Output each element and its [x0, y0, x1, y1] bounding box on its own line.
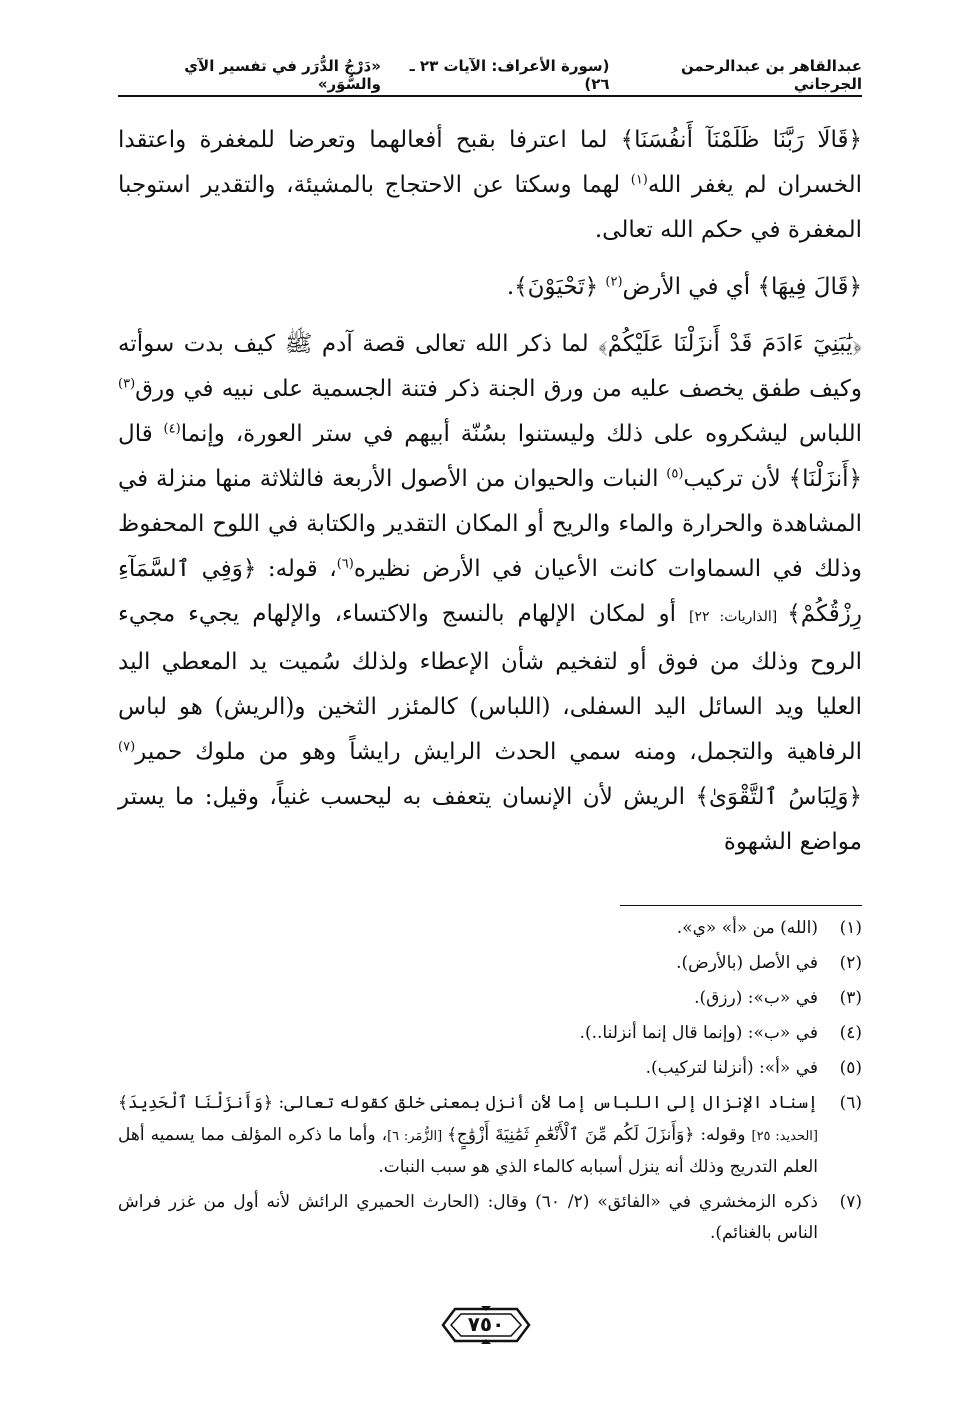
header-surah-range: (سورة الأعراف: الآيات ٢٣ ـ ٢٦): [409, 57, 610, 93]
footnote-marker: (٧): [118, 739, 136, 755]
header-divider: [118, 95, 862, 97]
footnote-text: (الله) من «أ» «ي».: [676, 918, 818, 938]
footnote-text: في «ب»: (رزق).: [694, 988, 818, 1008]
footnote-number: (٣): [839, 988, 862, 1008]
footnote-divider: [620, 905, 862, 906]
page-number: ٧٥٠: [467, 1312, 505, 1336]
quran-verse: ﴿قَالَ فِيهَا﴾: [757, 274, 862, 300]
footnote-text: في «أ»: (أنزلنا لتركيب).: [645, 1058, 818, 1078]
footnote-number: (٦): [839, 1093, 862, 1113]
verse-reference: [الذاريات: ٢٢]: [688, 609, 788, 625]
footnote-text: ذكره الزمخشري في «الفائق» (٢/ ٦٠) وقال: (الحارث الحميري الرائش لأنه أول من غزر فراش الناس بالغنائم).: [118, 1192, 818, 1243]
quran-verse: ﴿وَأَنزَلَ لَكُم مِّنَ ٱلْأَنْعَٰمِ ثَمَٰنِيَةَ أَزْوَٰجٍ﴾: [446, 1125, 695, 1145]
quran-verse: ﴿أَنزَلْنَا﴾: [788, 466, 862, 492]
footnotes: [118, 913, 862, 1253]
footnote-marker: (٤): [163, 421, 181, 437]
footnote-marker: (٢): [605, 274, 623, 290]
footnote-text: في الأصل (بالأرض).: [676, 953, 818, 973]
footnote-marker: (٦): [336, 556, 354, 572]
quran-verse: ﴿يَٰبَنِيٓ ءَادَمَ قَدْ أَنزَلْنَا عَلَيْكُمْ﴾: [598, 331, 862, 357]
footnote-number: (٢): [839, 953, 862, 973]
header-book-title: «دَرْجُ الدُّرَر في تفسير الآي والسُّوَر»: [184, 57, 381, 93]
footnote-item: [118, 1018, 862, 1049]
paragraph-3: ﴿يَٰبَنِيٓ ءَادَمَ قَدْ أَنزَلْنَا عَلَيْكُمْ﴾ لما ذكر الله تعالى قصة آدم ﷺ كيف بدت سوأته وكيف طفق يخصف عليه من ورق الجنة ذكر فتنة الجسمية على نبيه في ورق$^{(٣)}$ اللباس ليشكروه على ذلك وليستنوا بسُنّة أبيهم في ستر العورة، وإنما$^{(٤)}$ قال ﴿أَنزَلْنَا﴾ لأن تركيب$^{(٥)}$ النبات والحيوان من الأصول الأربعة فالثلاثة منها منزلة في المشاهدة والحرارة والماء والريح أو المكان التقدير والكتابة في اللوح المحفوظ وذلك في السماوات كانت الأعيان في الأرض نظيره$^{(٦)}$، قوله: ﴿وَفِي ٱلسَّمَآءِ رِزْقُكُمْ﴾ [الذاريات: ٢٢] أو لمكان الإلهام بالنسج والاكتساء، والإلهام يجيء مجيء الروح وذلك من فوق أو لتفخيم شأن الإعطاء ولذلك سُميت يد المعطي اليد العليا ويد السائل اليد السفلى، (اللباس) كالمئزر الثخين و(الريش) هو لباس الرفاهية والتجمل، ومنه سمي الحدث الرايش رايشاً وهو من ملوك حمير$^{(٧)}$ ﴿وَلِبَاسُ ٱلتَّقْوَىٰ﴾ الريش لأن الإنسان يتعفف به ليحسب غنياً، وقيل: ما يستر مواضع الشهوة: [118, 331, 862, 855]
footnote-item: [118, 1053, 862, 1084]
footnote-number: (١): [839, 918, 862, 938]
quran-verse: ﴿تَحْيَوْنَ﴾: [514, 274, 606, 300]
footnote-item: [118, 913, 862, 944]
footnote-marker: (٣): [118, 376, 136, 392]
footnote-marker: (٥): [666, 466, 684, 482]
footnote-item: [118, 948, 862, 979]
footnote-marker: (١): [630, 172, 648, 188]
quran-verse: ﴿وَلِبَاسُ ٱلتَّقْوَىٰ﴾: [695, 784, 862, 810]
footnote-text: في «ب»: (وإنما قال إنما أنزلنا..).: [579, 1023, 818, 1043]
footnote-item: [118, 1187, 862, 1249]
footnote-item: [118, 1088, 862, 1183]
paragraph-1: ﴿قَالَا رَبَّنَا ظَلَمْنَآ أَنفُسَنَا﴾ لما اعترفا بقبح أفعالهما وتعرضا للمغفرة واعتقدا الخسران لم يغفر الله$^{(١)}$ لهما وسكتا عن الاحتجاج بالمشيئة، والتقدير استوجبا المغفرة في حكم الله تعالى.: [118, 127, 862, 243]
verse-reference: [الحديد: ٢٥]: [751, 1129, 818, 1144]
footnote-number: (٥): [839, 1058, 862, 1078]
verse-reference: [الزُّمَر: ٦]: [387, 1129, 447, 1144]
header-author: عبدالقاهر بن عبدالرحمن الجرجاني: [680, 57, 862, 93]
paragraph-2: ﴿قَالَ فِيهَا﴾ أي في الأرض$^{(٢)}$ ﴿تَحْيَوْنَ﴾.: [506, 274, 862, 300]
footnote-item: [118, 983, 862, 1014]
quran-verse: ﴿قَالَا رَبَّنَا ظَلَمْنَآ أَنفُسَنَا﴾: [620, 127, 862, 153]
main-text: [118, 118, 862, 865]
running-header: [118, 58, 862, 92]
quran-verse: ﴿وَأَنزَلْنَا ٱلْحَدِيدَ﴾: [118, 1093, 273, 1113]
page-number-ornament: [441, 1305, 531, 1345]
footnote-number: (٤): [839, 1023, 862, 1043]
footnote-number: (٧): [839, 1192, 862, 1212]
quran-verse: ﴿وَفِي ٱلسَّمَآءِ رِزْقُكُمْ﴾: [118, 556, 862, 627]
footnote-text: إسناد الإنزال إلى اللباس إما لأن أنزل بمعنى خلق كقوله تعالى: ﴿وَأَنزَلْنَا ٱلْحَدِيدَ﴾ [الحديد: ٢٥] وقوله: ﴿وَأَنزَلَ لَكُم مِّنَ ٱلْأَنْعَٰمِ ثَمَٰنِيَةَ أَزْوَٰجٍ﴾ [الزُّمَر: ٦]، وأما ما ذكره المؤلف مما يسميه أهل العلم التدريج وذلك أنه ينزل أسبابه كالماء الذي هو سبب النبات.: [118, 1093, 818, 1177]
